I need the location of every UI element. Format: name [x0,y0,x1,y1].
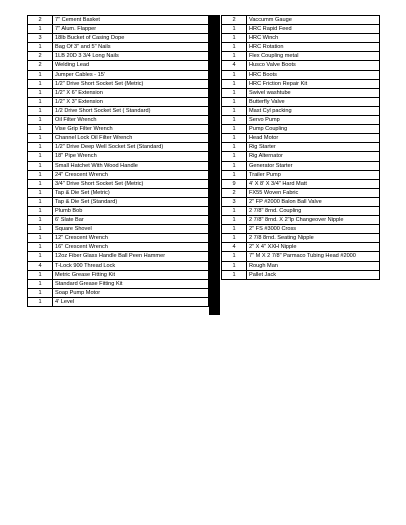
table-row [28,206,209,215]
quantity-cell: 1 [222,225,247,234]
table-row [28,270,209,279]
quantity-cell: 1 [28,97,53,106]
quantity-cell: 1 [28,70,53,79]
quantity-cell: 1 [222,216,247,225]
table-row [28,216,209,225]
quantity-cell: 1 [222,70,247,79]
item-description-cell: 1/2" Drive Deep Well Socket Set (Standard) [53,143,209,152]
table-row [28,61,209,70]
item-description-cell: Vise Grip Filter Wrench [53,125,209,134]
item-description-cell: Oil Filter Wrench [53,116,209,125]
item-description-cell: Head Motor [247,134,380,143]
quantity-cell: 2 [222,16,247,25]
table-row [28,243,209,252]
item-description-cell: 1/2 Drive Short Socket Set ( Standard) [53,106,209,115]
item-description-cell: Mast Cyl packing [247,106,380,115]
table-row [28,134,209,143]
quantity-cell: 1 [222,252,247,261]
quantity-cell: 1 [222,43,247,52]
item-description-cell: Servo Pump [247,116,380,125]
table-row [28,197,209,206]
item-description-cell: HRC Boots [247,70,380,79]
quantity-cell: 3 [28,34,53,43]
table-row [222,79,380,88]
item-description-cell: FX55 Woven Fabric [247,188,380,197]
table-row [222,25,380,34]
quantity-cell: 1 [28,106,53,115]
item-description-cell: 2 7/8" 8rnd. X 2"lp Changeover Nipple [247,216,380,225]
table-row [28,261,209,270]
table-row [28,125,209,134]
quantity-cell: 1 [28,79,53,88]
quantity-cell: 1 [28,134,53,143]
item-description-cell: 2" FS #3000 Cross [247,225,380,234]
table-row [28,116,209,125]
item-description-cell: Plumb Bob [53,206,209,215]
table-row [222,152,380,161]
item-description-cell: Rig Alternator [247,152,380,161]
quantity-cell: 1 [28,234,53,243]
table-row [222,16,380,25]
quantity-cell: 1 [28,161,53,170]
item-description-cell: Rig Starter [247,143,380,152]
table-row [222,70,380,79]
item-description-cell: 1LB 20D 3 3/4 Long Nails [53,52,209,61]
quantity-cell: 1 [222,206,247,215]
quantity-cell: 1 [222,88,247,97]
item-description-cell: 12" Crescent Wrench [53,234,209,243]
table-row [222,125,380,134]
left-inventory-table [27,15,209,307]
table-row [28,188,209,197]
item-description-cell: 2 7/8 8rnd. Seating Nipple [247,234,380,243]
quantity-cell: 1 [28,243,53,252]
quantity-cell: 4 [222,61,247,70]
item-description-cell: 4' X 8' X 3/4" Hard Matt [247,179,380,188]
quantity-cell: 1 [28,152,53,161]
table-row [222,34,380,43]
quantity-cell: 1 [222,116,247,125]
item-description-cell: Husco Valve Boots [247,61,380,70]
item-description-cell: Welding Lead [53,61,209,70]
table-row [222,261,380,270]
quantity-cell: 1 [222,34,247,43]
table-row [28,170,209,179]
column-divider [209,15,220,315]
item-description-cell: 7" M X 2 7/8" Parmaco Tubing Head #2000 [247,252,380,261]
table-row [222,188,380,197]
quantity-cell: 2 [28,61,53,70]
quantity-cell: 2 [28,52,53,61]
quantity-cell: 1 [28,297,53,306]
table-row [28,152,209,161]
quantity-cell: 3 [222,197,247,206]
item-description-cell: Channel Lock Oil Filter Wrench [53,134,209,143]
table-row [28,234,209,243]
table-row [222,206,380,215]
item-description-cell: 16" Crescent Wrench [53,243,209,252]
table-row [222,88,380,97]
table-row [28,279,209,288]
item-description-cell: HRC Friction Repair Kit [247,79,380,88]
table-row [222,97,380,106]
table-row [222,179,380,188]
item-description-cell: HRC Winch [247,34,380,43]
table-row [222,170,380,179]
item-description-cell: 6' Slate Bar [53,216,209,225]
table-row [222,43,380,52]
quantity-cell: 1 [28,116,53,125]
quantity-cell: 1 [222,52,247,61]
table-row [222,52,380,61]
quantity-cell: 1 [222,97,247,106]
table-row [28,70,209,79]
table-row [222,106,380,115]
quantity-cell: 1 [28,188,53,197]
table-row [222,225,380,234]
item-description-cell: Swivel washtube [247,88,380,97]
quantity-cell: 1 [28,270,53,279]
quantity-cell: 1 [222,106,247,115]
quantity-cell: 1 [222,161,247,170]
item-description-cell: HRC Rotation [247,43,380,52]
quantity-cell: 4 [222,243,247,252]
table-row [28,179,209,188]
item-description-cell: 24" Crescent Wrench [53,170,209,179]
quantity-cell: 1 [28,206,53,215]
item-description-cell: 3/4" Drive Short Socket Set (Metric) [53,179,209,188]
table-row [28,297,209,306]
table-row [28,288,209,297]
table-row [28,88,209,97]
item-description-cell: Trailer Pump [247,170,380,179]
item-description-cell: Rough Man [247,261,380,270]
item-description-cell: Square Shovel [53,225,209,234]
quantity-cell: 1 [222,25,247,34]
quantity-cell: 1 [28,279,53,288]
quantity-cell: 1 [222,134,247,143]
table-row [28,79,209,88]
table-row [28,225,209,234]
table-row [28,43,209,52]
table-row [222,61,380,70]
quantity-cell: 1 [222,270,247,279]
quantity-cell: 1 [28,197,53,206]
quantity-cell: 1 [222,234,247,243]
item-description-cell: 12oz Fiber Glass Handle Ball Peen Hammer [53,252,209,261]
table-row [28,252,209,261]
table-row [222,197,380,206]
item-description-cell: 7" Alum. Flapper [53,25,209,34]
quantity-cell: 1 [222,143,247,152]
quantity-cell: 1 [222,79,247,88]
quantity-cell: 1 [222,261,247,270]
item-description-cell: 7" Cement Basket [53,16,209,25]
quantity-cell: 1 [28,143,53,152]
table-row [222,252,380,261]
item-description-cell: Bag Of 3" and 5" Nails [53,43,209,52]
item-description-cell: Vaccumm Gauge [247,16,380,25]
item-description-cell: 1/2" X 3" Extension [53,97,209,106]
quantity-cell: 1 [222,170,247,179]
table-row [222,216,380,225]
table-row [28,97,209,106]
table-row [222,270,380,279]
item-description-cell: Jumper Cables - 15' [53,70,209,79]
quantity-cell: 1 [28,25,53,34]
item-description-cell: Pump Coupling [247,125,380,134]
quantity-cell: 2 [222,188,247,197]
table-row [28,106,209,115]
quantity-cell: 9 [222,179,247,188]
quantity-cell: 1 [28,179,53,188]
table-row [28,161,209,170]
table-row [28,143,209,152]
quantity-cell: 1 [222,125,247,134]
table-row [222,161,380,170]
table-row [222,116,380,125]
table-row [28,16,209,25]
table-row [28,34,209,43]
item-description-cell: 18lb Bucket of Casing Dope [53,34,209,43]
item-description-cell: 1/2" Drive Short Socket Set (Metric) [53,79,209,88]
item-description-cell: 18" Pipe Wrench [53,152,209,161]
table-row [222,134,380,143]
item-description-cell: Metric Grease Fitting Kit [53,270,209,279]
item-description-cell: 4' Level [53,297,209,306]
quantity-cell: 1 [28,225,53,234]
item-description-cell: 2 7/8" 8rnd. Coupling [247,206,380,215]
item-description-cell: Tap & Die Set (Metric) [53,188,209,197]
quantity-cell: 4 [28,261,53,270]
quantity-cell: 1 [28,288,53,297]
quantity-cell: 1 [28,170,53,179]
quantity-cell: 1 [28,125,53,134]
item-description-cell: Small Hatchet With Wood Handle [53,161,209,170]
table-row [222,234,380,243]
item-description-cell: Butterfly Valve [247,97,380,106]
quantity-cell: 1 [28,216,53,225]
table-row [28,52,209,61]
item-description-cell: T-Lock 900 Thread Lock [53,261,209,270]
item-description-cell: Flex Coupling metal [247,52,380,61]
item-description-cell: Tap & Die Set (Standard) [53,197,209,206]
table-row [28,25,209,34]
table-row [222,143,380,152]
right-inventory-table [221,15,380,280]
quantity-cell: 1 [28,43,53,52]
item-description-cell: 2" X 4" XXH Nipple [247,243,380,252]
quantity-cell: 2 [28,16,53,25]
quantity-cell: 1 [28,88,53,97]
item-description-cell: Pallet Jack [247,270,380,279]
item-description-cell: HRC Rapid Feed [247,25,380,34]
item-description-cell: Standard Grease Fitting Kit [53,279,209,288]
item-description-cell: Generator Starter [247,161,380,170]
item-description-cell: 2" FP #2000 Balon Ball Valve [247,197,380,206]
item-description-cell: Soap Pump Motor [53,288,209,297]
quantity-cell: 1 [222,152,247,161]
table-row [222,243,380,252]
item-description-cell: 1/2" X 6" Extension [53,88,209,97]
quantity-cell: 1 [28,252,53,261]
